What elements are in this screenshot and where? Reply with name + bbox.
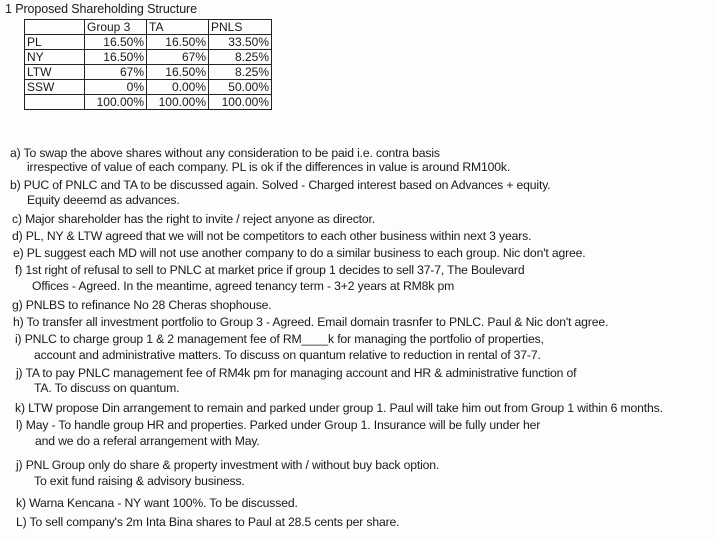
table-cell: 67% bbox=[85, 65, 147, 80]
table-header-cell: TA bbox=[147, 20, 209, 35]
table-header-cell: Group 3 bbox=[85, 20, 147, 35]
list-item: j) PNL Group only do share & property investment with / without buy back option. bbox=[16, 458, 440, 472]
table-cell: 100.00% bbox=[85, 95, 147, 110]
table-cell: 0% bbox=[85, 80, 147, 95]
list-item-continuation: Offices - Agreed. In the meantime, agreed tenancy term - 3+2 years at RM8k pm bbox=[32, 279, 455, 293]
list-item: L) To sell company's 2m Inta Bina shares to Paul at 28.5 cents per share. bbox=[16, 515, 400, 529]
list-item: c) Major shareholder has the right to invite / reject anyone as director. bbox=[12, 212, 375, 226]
table-cell: 50.00% bbox=[209, 80, 272, 95]
list-item: k) Warna Kencana - NY want 100%. To be discussed. bbox=[16, 496, 298, 510]
table-cell: 8.25% bbox=[209, 50, 272, 65]
row-label: PL bbox=[25, 35, 85, 50]
list-item: k) LTW propose Din arrangement to remain and parked under group 1. Paul will take him out from Group 1 within 6 months. bbox=[15, 401, 663, 415]
table-cell: 100.00% bbox=[209, 95, 272, 110]
list-item-continuation: To exit fund raising & advisory business. bbox=[34, 474, 245, 488]
table-cell: 16.50% bbox=[147, 35, 209, 50]
list-item: f) 1st right of refusal to sell to PNLC at market price if group 1 decides to sell 37-7, The Boulevard bbox=[15, 263, 525, 277]
row-label: NY bbox=[25, 50, 85, 65]
row-label: SSW bbox=[25, 80, 85, 95]
table-cell: 100.00% bbox=[147, 95, 209, 110]
list-item-continuation: TA. To discuss on quantum. bbox=[34, 381, 180, 395]
table-cell: 33.50% bbox=[209, 35, 272, 50]
list-item: b) PUC of PNLC and TA to be discussed again. Solved - Charged interest based on Advances + equity. bbox=[10, 178, 551, 192]
list-item: a) To swap the above shares without any consideration to be paid i.e. contra basis bbox=[10, 146, 440, 160]
list-item-continuation: Equity deeemd as advances. bbox=[27, 193, 180, 207]
list-item-continuation: and we do a referal arrangement with May. bbox=[35, 434, 260, 448]
list-item: d) PL, NY & LTW agreed that we will not be competitors to each other business within next 3 years. bbox=[12, 229, 532, 243]
list-item-continuation: account and administrative matters. To discuss on quantum relative to reduction in rental of 37-7. bbox=[34, 348, 541, 362]
list-item: l) May - To handle group HR and properties. Parked under Group 1. Insurance will be fully under her bbox=[16, 418, 541, 432]
table-cell: 0.00% bbox=[147, 80, 209, 95]
list-item: g) PNLBS to refinance No 28 Cheras shophouse. bbox=[12, 298, 272, 312]
list-item: h) To transfer all investment portfolio to Group 3 - Agreed. Email domain trasnfer to PNLC. Paul & Nic don't agree. bbox=[13, 315, 609, 329]
list-item: i) PNLC to charge group 1 & 2 management fee of RM____k for managing the portfolio of properties, bbox=[15, 332, 544, 346]
list-item: j) TA to pay PNLC management fee of RM4k pm for managing account and HR & administrative function of bbox=[16, 366, 577, 380]
table-cell: 16.50% bbox=[85, 50, 147, 65]
section-heading: 1 Proposed Shareholding Structure bbox=[5, 2, 197, 16]
table-header-cell: PNLS bbox=[209, 20, 272, 35]
row-label: LTW bbox=[25, 65, 85, 80]
table-cell: 16.50% bbox=[85, 35, 147, 50]
list-item-continuation: irrespective of value of each company. PL is ok if the differences in value is around RM100k. bbox=[27, 160, 511, 174]
list-item: e) PL suggest each MD will not use another company to do a similar business to each group. Nic don't agree. bbox=[13, 246, 586, 260]
table-cell: 67% bbox=[147, 50, 209, 65]
table-cell: 8.25% bbox=[209, 65, 272, 80]
table-cell: 16.50% bbox=[147, 65, 209, 80]
